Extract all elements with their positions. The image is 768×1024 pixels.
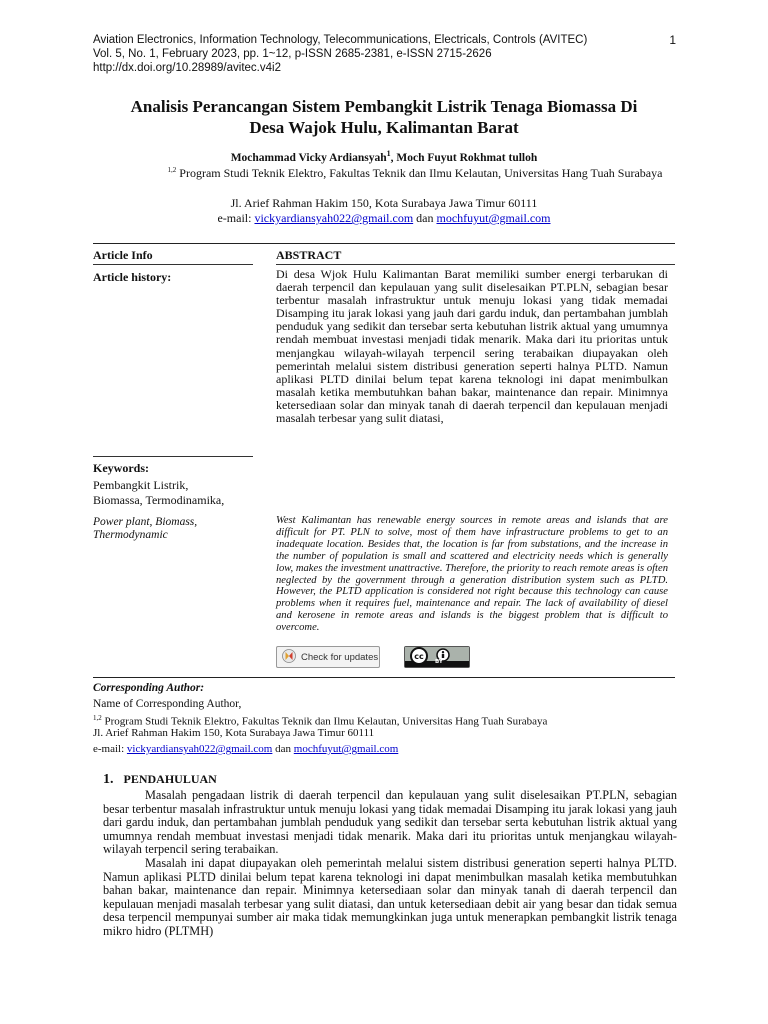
keyword-en-line-1: Power plant, Biomass, <box>93 516 198 528</box>
cc-by-label: BY <box>435 659 443 665</box>
email-link-1[interactable]: vickyardiansyah022@gmail.com <box>254 211 414 225</box>
abstract-rule <box>276 264 675 265</box>
keywords-english <box>93 516 197 542</box>
abstract-label: ABSTRACT <box>276 248 342 262</box>
article-info-label: Article Info <box>93 248 153 262</box>
body-paragraph-1: Masalah pengadaan listrik di daerah terpencil dan kepulauan yang sulit diselesaikan PT.PLN, sebagian besar terbentur masalah infrastruktur untuk menuju lokasi yang tidak memadai Disamping itu jarak lokasi yang jauh dari gardu induk, dan pertambahan jumblah penduduk yang sedikit dan tersebar serta kebutuhan listrik aktual yang umumnya rendah membuat investasi menjadi tidak menarik. Maka dari itu prioritas untuk menjangkau wilayah-wilayah terpencil sering terabaikan. <box>103 788 677 857</box>
section-number: 1. <box>103 772 114 787</box>
email-label: e-mail: <box>217 211 255 225</box>
corresponding-email-link-1[interactable]: vickyardiansyah022@gmail.com <box>126 743 273 755</box>
author-list <box>93 149 675 164</box>
keyword-line-1: Pembangkit Listrik, <box>93 478 189 492</box>
paper-title <box>93 96 675 138</box>
affiliation-sup: 1,2 <box>167 166 177 174</box>
address: Jl. Arief Rahman Hakim 150, Kota Surabaya Jawa Timur 60111 <box>230 196 538 210</box>
corresponding-aff-sup: 1,2 <box>93 714 102 722</box>
corresponding-email-line <box>93 742 398 757</box>
table-bottom-rule <box>93 677 675 678</box>
journal-name: Aviation Electronics, Information Technology, Telecommunications, Electricals, Controls (AVITEC) <box>93 34 588 46</box>
title-line-1: Analisis Perancangan Sistem Pembangkit Listrik Tenaga Biomassa Di <box>130 97 638 116</box>
affiliation-text: Program Studi Teknik Elektro, Fakultas Teknik dan Ilmu Kelautan, Universitas Hang Tuah Surabaya <box>176 166 663 180</box>
svg-text:cc: cc <box>414 652 424 661</box>
journal-doi[interactable]: http://dx.doi.org/10.28989/avitec.v4i2 <box>93 62 281 74</box>
check-for-updates-button[interactable] <box>276 646 380 668</box>
title-line-2: Desa Wajok Hulu, Kalimantan Barat <box>249 118 519 137</box>
corresponding-author-label: Corresponding Author: <box>93 682 205 694</box>
page-number: 1 <box>669 33 676 47</box>
corresponding-email-separator: dan <box>272 743 294 755</box>
corresponding-aff-text: Program Studi Teknik Elektro, Fakultas Teknik dan Ilmu Kelautan, Universitas Hang Tuah Surabaya <box>101 715 548 728</box>
email-link-2[interactable]: mochfuyut@gmail.com <box>436 211 551 225</box>
cc-by-license-badge[interactable] <box>404 646 470 668</box>
corresponding-email-link-2[interactable]: mochfuyut@gmail.com <box>293 743 399 755</box>
corresponding-name: Name of Corresponding Author, <box>93 698 242 710</box>
keyword-line-2: Biomassa, Termodinamika, <box>93 493 225 507</box>
keywords-label: Keywords: <box>93 461 149 475</box>
email-line <box>93 211 675 226</box>
author-2: Moch Fuyut Rokhmat tulloh <box>396 151 538 164</box>
body-paragraph-2: Masalah ini dapat diupayakan oleh pemerintah melalui sistem distribusi generation seperti halnya PLTD. Namun aplikasi PLTD dinilai belum tepat karena teknologi ini dapat menimbulkan masalah ketika membutuhkan bahan bakar, maintenance dan repair. Minimnya ketersediaan solar dan minyak tanah di daerah terpencil dan kepulauan menjadi masalah terbesar yang sulit diatasi, dan untuk ketersediaan debit air yang besar dan tidak semua desa terpencil mempunyai sumber air maka tidak memungkinkan juga untuk menerapkan pembangkit listrik tenaga mikro hidro (PLTMH) <box>103 856 677 938</box>
journal-volume: Vol. 5, No. 1, February 2023, pp. 1~12, p-ISSN 2685-2381, e-ISSN 2715-2626 <box>93 48 492 60</box>
abstract-english: West Kalimantan has renewable energy sources in remote areas and islands that are difficult for PT. PLN to solve, most of them have infrastructure problems to get to an inadequate location. Besides that, the location is far from substations, and the increase in the number of population is small and scattered and electricity needs which is generally low, makes the investment unattractive. Therefore, the priority to reach remote areas is often neglected by the government through a generation distribution system such as PLTD. However, the PLTD application is considered not right because this technology can cause problems when it requires fuel, maintenance and repair. The lack of availability of diesel and kerosene in remote areas and islands is the biggest problem that is difficult to overcome. <box>276 515 668 634</box>
author-1-sup: 1 <box>386 149 391 158</box>
keywords-rule <box>93 456 253 457</box>
author-1: Mochammad Vicky Ardiansyah <box>230 151 387 164</box>
email-separator: dan <box>413 211 437 225</box>
table-top-rule <box>93 243 675 244</box>
section-heading <box>103 770 217 788</box>
author-separator: , <box>390 151 397 164</box>
corresponding-address: Jl. Arief Rahman Hakim 150, Kota Surabaya Jawa Timur 60111 <box>93 727 375 739</box>
section-title: PENDAHULUAN <box>123 772 217 786</box>
crossmark-icon <box>282 649 296 666</box>
check-for-updates-label: Check for updates <box>301 651 379 663</box>
article-history-label: Article history: <box>93 270 172 284</box>
abstract-indonesian: Di desa Wjok Hulu Kalimantan Barat memiliki sumber energi terbarukan di daerah terpencil dan kepulauan yang sulit diselesaikan PT.PLN, sebagian besar terbentur masalah infrastruktur untuk menuju lokasi yang tidak memadai Disamping itu jarak lokasi yang jauh dari gardu induk, dan pertambahan jumblah penduduk yang sedikit dan tersebar serta kebutuhan listrik aktual yang umumnya rendah membuat investasi menjadi tidak menarik. Maka dari itu prioritas untuk menjangkau wilayah-wilayah terpencil sering terabaikan diupayakan oleh pemerintah melalui sistem distribusi generation seperti halnya PLTD. Namun aplikasi PLTD dinilai belum tepat karena teknologi ini dapat menimbulkan masalah ketika membutuhkan bahan bakar, maintenance dan repair. Minimnya ketersediaan solar dan minyak tanah di daerah terpencil dan kepulauan menjadi masalah terbesar yang sulit diatasi, <box>276 267 668 426</box>
keywords-indonesian <box>93 478 224 508</box>
info-rule <box>93 264 253 265</box>
keyword-en-line-2: Thermodynamic <box>93 529 168 541</box>
corresponding-email-label: e-mail: <box>93 743 127 755</box>
affiliation <box>160 163 670 182</box>
